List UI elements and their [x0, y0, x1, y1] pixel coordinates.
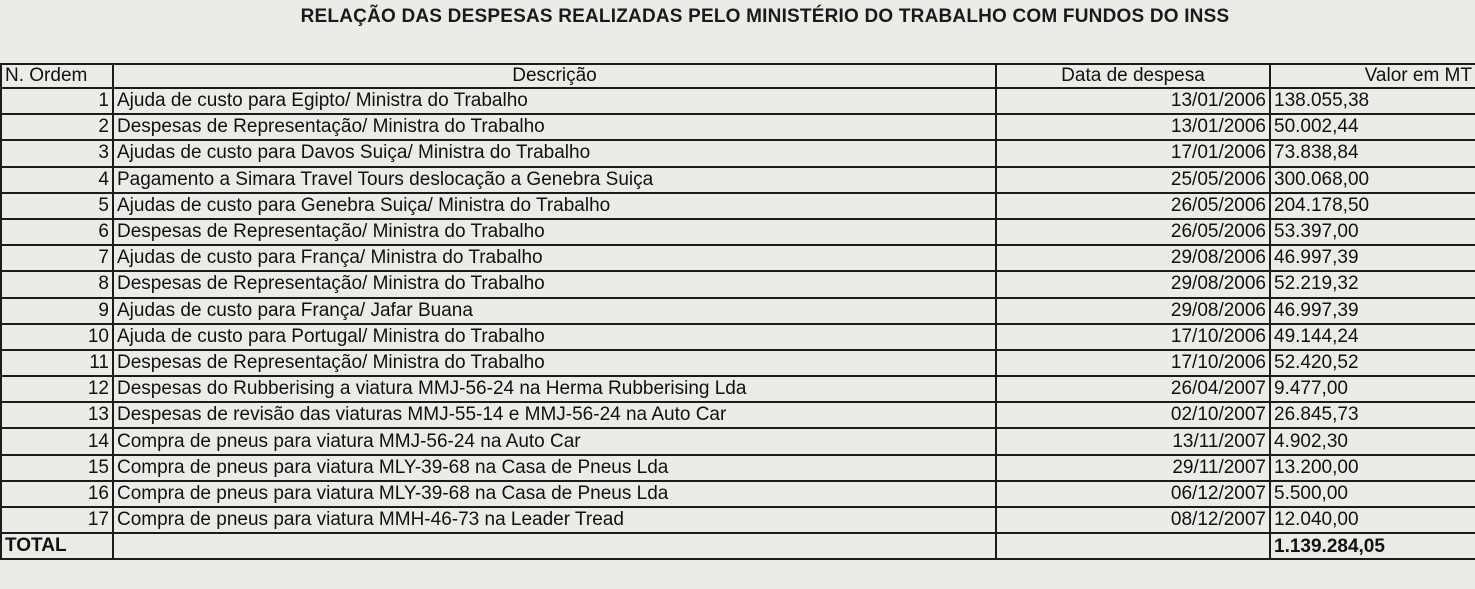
row-description: Ajudas de custo para França/ Ministra do Trabalho: [113, 245, 996, 271]
table-row: [1, 219, 1475, 245]
row-expense-date: 17/01/2006: [996, 140, 1270, 166]
table-row: [1, 271, 1475, 297]
row-description: Ajudas de custo para Genebra Suiça/ Ministra do Trabalho: [113, 193, 996, 219]
row-description: Compra de pneus para viatura MMH-46-73 na Leader Tread: [113, 507, 996, 533]
row-expense-date: 13/01/2006: [996, 88, 1270, 114]
table-row: [1, 455, 1475, 481]
row-description: Pagamento a Simara Travel Tours deslocação a Genebra Suiça: [113, 167, 996, 193]
row-expense-date: 26/05/2006: [996, 193, 1270, 219]
row-description: Despesas de revisão das viaturas MMJ-55-14 e MMJ-56-24 na Auto Car: [113, 402, 996, 428]
table-row: [1, 140, 1475, 166]
table-row: [1, 402, 1475, 428]
row-value: 52.219,32: [1270, 271, 1475, 297]
row-value: 50.002,44: [1270, 114, 1475, 140]
total-empty-date: [996, 533, 1270, 559]
row-description: Despesas de Representação/ Ministra do Trabalho: [113, 219, 996, 245]
row-order-number: 12: [1, 376, 113, 402]
row-order-number: 5: [1, 193, 113, 219]
table-row: [1, 428, 1475, 454]
row-value: 12.040,00: [1270, 507, 1475, 533]
table-row: [1, 114, 1475, 140]
header-order-number: N. Ordem: [1, 64, 113, 88]
total-row: [1, 533, 1475, 559]
row-order-number: 6: [1, 219, 113, 245]
row-order-number: 11: [1, 350, 113, 376]
header-value: Valor em MT: [1270, 64, 1475, 88]
row-order-number: 9: [1, 298, 113, 324]
row-value: 46.997,39: [1270, 298, 1475, 324]
table-row: [1, 298, 1475, 324]
row-description: Compra de pneus para viatura MMJ-56-24 na Auto Car: [113, 428, 996, 454]
row-value: 46.997,39: [1270, 245, 1475, 271]
row-expense-date: 29/08/2006: [996, 298, 1270, 324]
row-order-number: 2: [1, 114, 113, 140]
table-row: [1, 376, 1475, 402]
total-value: 1.139.284,05: [1270, 533, 1475, 559]
table-row: [1, 88, 1475, 114]
row-order-number: 17: [1, 507, 113, 533]
table-row: [1, 193, 1475, 219]
row-expense-date: 13/11/2007: [996, 428, 1270, 454]
row-value: 52.420,52: [1270, 350, 1475, 376]
row-expense-date: 26/04/2007: [996, 376, 1270, 402]
row-value: 73.838,84: [1270, 140, 1475, 166]
row-value: 13.200,00: [1270, 455, 1475, 481]
row-order-number: 16: [1, 481, 113, 507]
row-order-number: 14: [1, 428, 113, 454]
total-label: TOTAL: [1, 533, 113, 559]
row-expense-date: 26/05/2006: [996, 219, 1270, 245]
row-value: 300.068,00: [1270, 167, 1475, 193]
row-expense-date: 08/12/2007: [996, 507, 1270, 533]
header-description: Descrição: [113, 64, 996, 88]
row-value: 5.500,00: [1270, 481, 1475, 507]
row-order-number: 10: [1, 324, 113, 350]
row-expense-date: 13/01/2006: [996, 114, 1270, 140]
header-row: [1, 64, 1475, 88]
row-value: 53.397,00: [1270, 219, 1475, 245]
row-order-number: 3: [1, 140, 113, 166]
row-expense-date: 06/12/2007: [996, 481, 1270, 507]
row-order-number: 4: [1, 167, 113, 193]
row-value: 9.477,00: [1270, 376, 1475, 402]
row-description: Despesas de Representação/ Ministra do Trabalho: [113, 350, 996, 376]
row-order-number: 7: [1, 245, 113, 271]
row-expense-date: 17/10/2006: [996, 350, 1270, 376]
row-order-number: 15: [1, 455, 113, 481]
table-body: [1, 88, 1475, 533]
row-expense-date: 17/10/2006: [996, 324, 1270, 350]
row-value: 26.845,73: [1270, 402, 1475, 428]
row-description: Ajuda de custo para Egipto/ Ministra do Trabalho: [113, 88, 996, 114]
row-description: Ajudas de custo para França/ Jafar Buana: [113, 298, 996, 324]
row-description: Despesas de Representação/ Ministra do Trabalho: [113, 271, 996, 297]
table-row: [1, 507, 1475, 533]
total-empty-desc: [113, 533, 996, 559]
table-row: [1, 481, 1475, 507]
row-description: Despesas de Representação/ Ministra do Trabalho: [113, 114, 996, 140]
row-order-number: 8: [1, 271, 113, 297]
expenses-table: [0, 63, 1475, 560]
row-expense-date: 02/10/2007: [996, 402, 1270, 428]
header-expense-date: Data de despesa: [996, 64, 1270, 88]
table-row: [1, 245, 1475, 271]
row-description: Ajudas de custo para Davos Suiça/ Ministra do Trabalho: [113, 140, 996, 166]
row-value: 49.144,24: [1270, 324, 1475, 350]
row-expense-date: 29/11/2007: [996, 455, 1270, 481]
row-description: Compra de pneus para viatura MLY-39-68 na Casa de Pneus Lda: [113, 455, 996, 481]
row-expense-date: 29/08/2006: [996, 245, 1270, 271]
table-row: [1, 167, 1475, 193]
row-expense-date: 29/08/2006: [996, 271, 1270, 297]
document-title: RELAÇÃO DAS DESPESAS REALIZADAS PELO MINISTÉRIO DO TRABALHO COM FUNDOS DO INSS: [300, 6, 1230, 27]
table-row: [1, 350, 1475, 376]
table-row: [1, 324, 1475, 350]
row-description: Compra de pneus para viatura MLY-39-68 na Casa de Pneus Lda: [113, 481, 996, 507]
row-description: Despesas do Rubberising a viatura MMJ-56-24 na Herma Rubberising Lda: [113, 376, 996, 402]
row-description: Ajuda de custo para Portugal/ Ministra do Trabalho: [113, 324, 996, 350]
row-order-number: 1: [1, 88, 113, 114]
row-value: 4.902,30: [1270, 428, 1475, 454]
row-order-number: 13: [1, 402, 113, 428]
row-value: 204.178,50: [1270, 193, 1475, 219]
row-expense-date: 25/05/2006: [996, 167, 1270, 193]
row-value: 138.055,38: [1270, 88, 1475, 114]
